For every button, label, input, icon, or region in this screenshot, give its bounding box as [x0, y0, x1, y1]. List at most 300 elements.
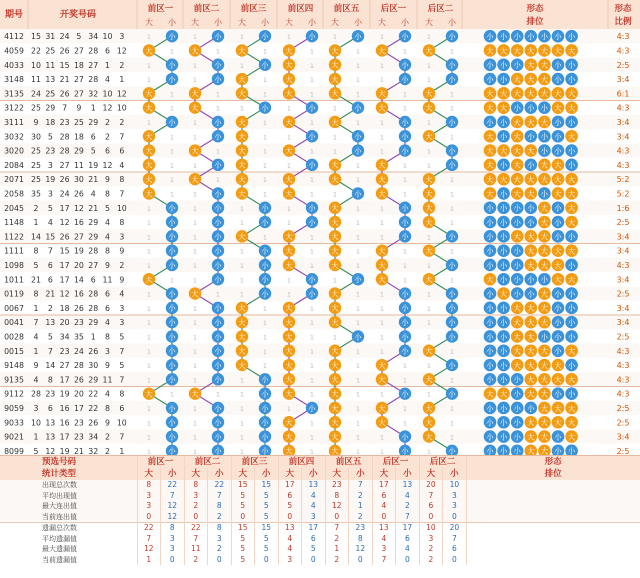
ball-label: 小 — [214, 203, 222, 213]
ball-label: 大 — [145, 146, 153, 156]
ball-label: 大 — [238, 117, 246, 127]
ratio-value: 3:4 — [616, 303, 630, 313]
draw-number: 13 — [45, 75, 56, 85]
shape-label: 小 — [567, 60, 576, 70]
miss-count: 1 — [309, 376, 315, 385]
ratio-value: 3:4 — [616, 432, 630, 442]
draw-number: 17 — [59, 432, 70, 442]
draw-number: 27 — [59, 160, 70, 170]
miss-count: 1 — [355, 219, 361, 228]
miss-count: 1 — [215, 390, 221, 399]
stat-value: 22 — [161, 480, 185, 491]
draw-number: 12 — [116, 89, 127, 99]
ball-label: 大 — [238, 74, 246, 84]
miss-count: 1 — [426, 319, 432, 328]
ball-label: 大 — [425, 174, 433, 184]
shape-label: 小 — [567, 146, 576, 156]
ball-label: 小 — [214, 117, 222, 127]
shape-label: 小 — [486, 418, 494, 428]
draw-number: 4 — [119, 289, 125, 299]
issue-number: 9059 — [4, 403, 24, 413]
miss-count: 1 — [355, 304, 361, 313]
header-shape: 形态 — [526, 4, 544, 14]
shape-label: 大 — [527, 89, 535, 99]
stats-zone-header: 前区一 — [137, 456, 184, 468]
draw-number: 1 — [33, 432, 39, 442]
miss-count: 1 — [146, 290, 152, 299]
stat-value: 17 — [278, 480, 302, 491]
ball-label: 大 — [238, 174, 246, 184]
shape-label: 小 — [554, 446, 562, 456]
shape-label: 小 — [554, 146, 562, 156]
shape-label: 小 — [499, 217, 508, 227]
stat-label: 最大遗漏值 — [0, 544, 137, 555]
ball-label: 小 — [261, 389, 269, 399]
shape-label: 小 — [567, 117, 576, 127]
miss-count: 1 — [449, 190, 455, 199]
ball-label: 小 — [168, 303, 176, 313]
ball-label: 大 — [238, 332, 246, 342]
ball-label: 小 — [214, 31, 222, 41]
miss-count: 1 — [239, 247, 245, 256]
stats-bs-header: 大 — [419, 468, 443, 480]
shape-label: 小 — [567, 389, 576, 399]
draw-number: 19 — [45, 175, 56, 185]
stats-row — [0, 544, 640, 555]
draw-number: 12 — [102, 103, 113, 113]
shape-label: 大 — [554, 189, 562, 199]
shape-label: 小 — [513, 260, 521, 270]
miss-count: 1 — [286, 404, 292, 413]
stat-value: 2 — [396, 501, 420, 512]
shape-label: 大 — [540, 174, 549, 184]
shape-label: 小 — [527, 103, 535, 113]
miss-count: 1 — [379, 333, 385, 342]
ball-label: 小 — [214, 260, 222, 270]
miss-count: 1 — [426, 118, 432, 127]
draw-number: 34 — [59, 332, 70, 342]
draw-number: 25 — [45, 89, 56, 99]
draw-number: 9 — [76, 103, 82, 113]
draw-number: 35 — [31, 189, 41, 199]
draw-number: 11 — [102, 275, 113, 285]
shape-label: 大 — [554, 89, 562, 99]
draw-number: 26 — [73, 189, 84, 199]
stat-value: 22 — [208, 480, 232, 491]
shape-label: 小 — [540, 332, 549, 342]
draw-number: 14 — [73, 275, 84, 285]
miss-count: 1 — [332, 147, 338, 156]
ball-label: 小 — [401, 332, 409, 342]
draw-number: 8 — [105, 332, 110, 342]
shape-label: 小 — [486, 217, 494, 227]
stat-value: 10 — [443, 480, 467, 491]
stats-bs-header: 大 — [137, 468, 161, 480]
shape-label: 小 — [513, 403, 521, 413]
issue-number: 4112 — [4, 32, 24, 42]
stat-value: 3 — [443, 501, 467, 512]
stat-value: 12 — [161, 512, 185, 523]
shape-label: 大 — [499, 289, 508, 299]
shape-label: 大 — [486, 174, 494, 184]
stat-value: 20 — [419, 480, 443, 491]
ball-label: 小 — [168, 217, 176, 227]
shape-label: 小 — [554, 332, 562, 342]
miss-count: 1 — [449, 133, 455, 142]
miss-count: 1 — [239, 419, 245, 428]
stat-value: 5 — [255, 534, 279, 545]
draw-number: 20 — [59, 318, 70, 328]
stat-value: 0 — [419, 512, 443, 523]
stat-value: 5 — [278, 501, 302, 512]
stat-label: 最大连出值 — [0, 501, 137, 512]
miss-count: 1 — [402, 362, 408, 371]
stat-value: 0 — [349, 555, 373, 566]
shape-label: 大 — [540, 203, 549, 213]
stat-value: 2 — [184, 501, 208, 512]
draw-number: 26 — [73, 303, 84, 313]
stat-label: 出现总次数 — [0, 480, 137, 491]
ratio-value: 3:4 — [616, 246, 630, 256]
draw-number: 26 — [73, 375, 84, 385]
ball-label: 大 — [191, 174, 199, 184]
shape-label: 大 — [554, 360, 562, 370]
draw-number: 11 — [73, 160, 84, 170]
draw-number: 27 — [73, 75, 84, 85]
miss-count: 1 — [309, 447, 315, 456]
draw-number: 2 — [105, 132, 110, 142]
shape-label: 小 — [567, 232, 576, 242]
shape-label: 大 — [540, 89, 549, 99]
draw-number: 8 — [119, 175, 125, 185]
shape-label: 小 — [513, 217, 521, 227]
draw-number: 28 — [88, 75, 99, 85]
ball-label: 小 — [261, 275, 269, 285]
shape-label: 大 — [567, 346, 576, 356]
ratio-value: 3:4 — [616, 117, 630, 127]
miss-count: 1 — [262, 147, 268, 156]
miss-count: 1 — [169, 176, 175, 185]
stat-value: 8 — [161, 523, 185, 534]
draw-number: 22 — [88, 389, 99, 399]
shape-label: 小 — [486, 332, 494, 342]
ball-label: 大 — [378, 103, 386, 113]
draw-number: 1 — [33, 303, 39, 313]
stat-value: 3 — [184, 491, 208, 502]
ball-label: 小 — [354, 146, 362, 156]
miss-count: 1 — [402, 376, 408, 385]
ball-label: 小 — [401, 74, 409, 84]
miss-count: 1 — [192, 433, 198, 442]
stat-shape-cell — [466, 501, 640, 512]
ball-label: 大 — [145, 189, 153, 199]
miss-count: 1 — [262, 362, 268, 371]
ball-label: 小 — [214, 332, 222, 342]
miss-count: 1 — [402, 90, 408, 99]
header-zone: 前区三 — [240, 4, 267, 14]
ratio-value: 4:3 — [616, 146, 630, 156]
ball-label: 大 — [378, 275, 386, 285]
ball-label: 大 — [425, 346, 433, 356]
stat-value: 13 — [372, 523, 396, 534]
miss-count: 1 — [239, 376, 245, 385]
shape-label: 大 — [527, 60, 535, 70]
miss-count: 1 — [402, 190, 408, 199]
miss-count: 1 — [309, 147, 315, 156]
shape-label: 大 — [499, 174, 508, 184]
issue-number: 8099 — [4, 446, 24, 456]
ball-label: 大 — [331, 346, 339, 356]
ball-label: 小 — [448, 360, 456, 370]
stat-value: 5 — [231, 534, 255, 545]
draw-number: 2 — [105, 432, 110, 442]
shape-label: 大 — [540, 46, 549, 56]
ball-label: 大 — [145, 174, 153, 184]
miss-count: 1 — [192, 233, 198, 242]
draw-number: 10 — [31, 60, 41, 70]
miss-count: 1 — [146, 118, 152, 127]
draw-number: 32 — [88, 89, 99, 99]
miss-count: 1 — [449, 104, 455, 113]
stat-value: 6 — [443, 544, 467, 555]
issue-number: 3122 — [4, 103, 24, 113]
header-zone: 前区二 — [193, 4, 220, 14]
draw-number: 26 — [59, 232, 70, 242]
stats-row — [0, 534, 640, 545]
issue-number: 2071 — [4, 175, 24, 185]
stat-value: 5 — [231, 555, 255, 566]
shape-label: 小 — [527, 160, 535, 170]
draw-number: 3 — [47, 189, 53, 199]
miss-count: 1 — [192, 161, 198, 170]
ball-label: 小 — [261, 403, 269, 413]
miss-count: 1 — [262, 304, 268, 313]
miss-count: 1 — [449, 433, 455, 442]
miss-count: 1 — [192, 419, 198, 428]
ratio-value: 4:3 — [616, 361, 630, 371]
ball-label: 小 — [261, 246, 269, 256]
miss-count: 1 — [355, 90, 361, 99]
stat-value: 8 — [184, 480, 208, 491]
draw-number: 5 — [90, 146, 96, 156]
shape-label: 小 — [527, 31, 535, 41]
ball-label: 大 — [285, 418, 293, 428]
stat-value: 15 — [255, 523, 279, 534]
ball-label: 大 — [331, 117, 339, 127]
ball-label: 小 — [214, 317, 222, 327]
draw-number: 3 — [119, 232, 125, 242]
draw-number: 7 — [62, 103, 68, 113]
header-big: 大 — [285, 18, 293, 27]
miss-count: 1 — [192, 190, 198, 199]
shape-label: 大 — [540, 160, 549, 170]
stat-label: 遗漏总次数 — [0, 523, 137, 534]
miss-count: 1 — [426, 261, 432, 270]
miss-count: 1 — [402, 176, 408, 185]
miss-count: 1 — [239, 261, 245, 270]
miss-count: 1 — [355, 447, 361, 456]
miss-count: 1 — [355, 61, 361, 70]
draw-number: 3 — [119, 318, 125, 328]
draw-number: 19 — [88, 160, 99, 170]
draw-number: 27 — [73, 46, 84, 56]
draw-number: 27 — [73, 232, 84, 242]
draw-number: 6 — [105, 303, 110, 313]
miss-count: 1 — [192, 33, 198, 42]
miss-count: 1 — [169, 133, 175, 142]
shape-label: 小 — [499, 432, 508, 442]
ball-label: 小 — [401, 432, 409, 442]
shape-label: 小 — [527, 217, 535, 227]
ball-label: 小 — [168, 117, 176, 127]
miss-count: 1 — [286, 276, 292, 285]
draw-number: 1 — [33, 218, 39, 228]
miss-count: 1 — [239, 290, 245, 299]
draw-number: 21 — [59, 75, 70, 85]
shape-label: 小 — [499, 31, 508, 41]
draw-number: 28 — [73, 361, 84, 371]
draw-number: 1 — [105, 60, 110, 70]
miss-count: 1 — [426, 304, 432, 313]
shape-label: 大 — [527, 260, 535, 270]
miss-count: 1 — [169, 104, 175, 113]
shape-label: 小 — [513, 375, 521, 385]
miss-count: 1 — [146, 304, 152, 313]
shape-label: 大 — [513, 46, 521, 56]
ball-label: 小 — [261, 31, 269, 41]
ball-label: 大 — [145, 275, 153, 285]
draw-number: 25 — [45, 46, 56, 56]
stat-value: 0 — [372, 512, 396, 523]
ball-label: 大 — [425, 89, 433, 99]
miss-count: 1 — [192, 247, 198, 256]
ball-label: 大 — [425, 217, 433, 227]
miss-count: 1 — [286, 33, 292, 42]
miss-count: 1 — [355, 404, 361, 413]
ball-label: 小 — [448, 446, 456, 456]
stats-row — [0, 491, 640, 502]
miss-count: 1 — [262, 118, 268, 127]
draw-number: 6 — [47, 260, 53, 270]
draw-number: 4 — [105, 75, 110, 85]
miss-count: 1 — [379, 219, 385, 228]
issue-number: 3135 — [4, 89, 24, 99]
miss-count: 1 — [239, 390, 245, 399]
issue-number: 0041 — [4, 318, 24, 328]
miss-count: 1 — [426, 33, 432, 42]
shape-label: 小 — [499, 203, 508, 213]
ball-label: 大 — [145, 132, 153, 142]
draw-number: 26 — [59, 89, 70, 99]
stat-value: 12 — [161, 501, 185, 512]
shape-label: 小 — [513, 103, 521, 113]
miss-count: 1 — [355, 290, 361, 299]
draw-number: 16 — [73, 289, 84, 299]
shape-label: 大 — [567, 103, 576, 113]
draw-number: 4 — [105, 389, 110, 399]
issue-number: 0119 — [4, 289, 24, 299]
draw-number: 7 — [33, 318, 39, 328]
shape-label: 小 — [567, 260, 576, 270]
draw-number: 9 — [105, 175, 110, 185]
ball-label: 小 — [448, 289, 456, 299]
draw-number: 15 — [59, 246, 70, 256]
stats-zone-header: 前区四 — [278, 456, 325, 468]
miss-count: 1 — [449, 90, 455, 99]
miss-count: 1 — [449, 404, 455, 413]
shape-label: 大 — [527, 246, 535, 256]
draw-number: 18 — [59, 303, 70, 313]
ball-label: 大 — [425, 403, 433, 413]
miss-count: 1 — [262, 76, 268, 85]
shape-label: 大 — [540, 389, 549, 399]
miss-count: 1 — [426, 147, 432, 156]
ball-label: 小 — [168, 360, 176, 370]
shape-label: 小 — [499, 375, 508, 385]
ball-label: 小 — [308, 275, 316, 285]
draw-number: 12 — [59, 218, 70, 228]
header-big: 大 — [238, 18, 246, 27]
shape-label: 小 — [513, 31, 521, 41]
ball-label: 大 — [285, 60, 293, 70]
miss-count: 1 — [146, 319, 152, 328]
miss-count: 1 — [309, 47, 315, 56]
stat-value: 1 — [349, 501, 373, 512]
stat-value: 2 — [419, 555, 443, 566]
miss-count: 1 — [192, 118, 198, 127]
ball-label: 小 — [261, 217, 269, 227]
miss-count: 1 — [449, 47, 455, 56]
shape-label: 小 — [499, 360, 508, 370]
issue-number: 9135 — [4, 375, 24, 385]
draw-number: 18 — [73, 60, 84, 70]
draw-number: 15 — [45, 232, 56, 242]
ball-label: 大 — [425, 46, 433, 56]
ball-label: 小 — [401, 117, 409, 127]
miss-count: 1 — [379, 390, 385, 399]
miss-count: 1 — [262, 161, 268, 170]
draw-number: 19 — [73, 246, 84, 256]
ball-label: 大 — [331, 289, 339, 299]
miss-count: 1 — [146, 419, 152, 428]
draw-number: 29 — [88, 318, 99, 328]
shape-label: 小 — [499, 246, 508, 256]
draw-number: 19 — [59, 389, 70, 399]
ball-label: 大 — [285, 146, 293, 156]
draw-number: 14 — [31, 232, 41, 242]
shape-label: 小 — [554, 317, 562, 327]
stat-value: 4 — [396, 544, 420, 555]
shape-label: 小 — [554, 389, 562, 399]
miss-count: 1 — [239, 104, 245, 113]
ball-label: 小 — [448, 117, 456, 127]
draw-number: 1 — [90, 332, 96, 342]
stat-value: 6 — [372, 491, 396, 502]
ball-label: 大 — [285, 246, 293, 256]
shape-label: 小 — [567, 289, 576, 299]
stats-bs-header: 小 — [443, 468, 467, 480]
shape-label: 大 — [540, 260, 549, 270]
ball-label: 小 — [401, 203, 409, 213]
ball-label: 小 — [401, 317, 409, 327]
shape-label: 大 — [499, 46, 508, 56]
ball-label: 大 — [145, 103, 153, 113]
miss-count: 1 — [192, 376, 198, 385]
shape-label: 大 — [567, 189, 576, 199]
miss-count: 1 — [309, 319, 315, 328]
miss-count: 1 — [239, 447, 245, 456]
stats-bs-header: 大 — [325, 468, 349, 480]
